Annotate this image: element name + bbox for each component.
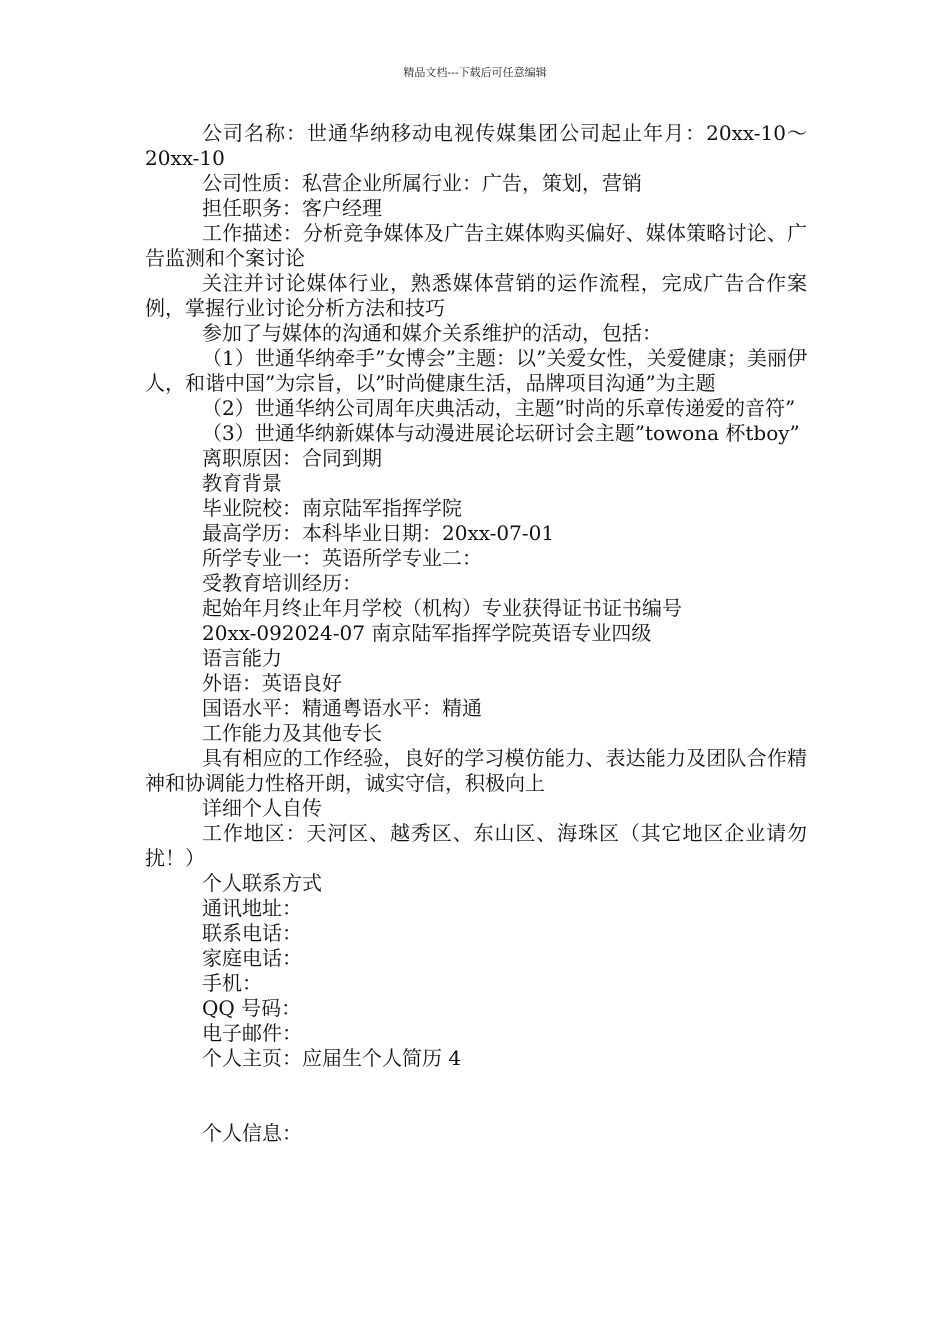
- foreign-language-line: 外语：英语良好: [202, 671, 342, 695]
- home-phone-line: 家庭电话：: [202, 946, 302, 970]
- mobile-line: 手机：: [202, 971, 262, 995]
- company-name-line: 公司名称：世通华纳移动电视传媒集团公司起止年月：20xx-10～20xx-10: [145, 121, 807, 170]
- activity-3-line: （3）世通华纳新媒体与动漫进展论坛研讨会主题”towona 杯tboy”: [202, 421, 800, 445]
- document-body: [145, 121, 807, 1146]
- job-detail-line: 关注并讨论媒体行业，熟悉媒体营销的运作流程，完成广告合作案例，掌握行业讨论分析方法和技巧: [145, 271, 807, 320]
- address-line: 通讯地址：: [202, 896, 302, 920]
- leave-reason-line: 离职原因：合同到期: [202, 446, 382, 470]
- page-header: 精品文档---下载后可任意编辑: [403, 66, 547, 79]
- major-line: 所学专业一：英语所学专业二：: [202, 546, 482, 570]
- job-description-line: 工作描述：分析竞争媒体及广告主媒体购买偏好、媒体策略讨论、广告监测和个案讨论: [145, 221, 807, 270]
- position-line: 担任职务：客户经理: [202, 196, 382, 220]
- work-area-line: 工作地区：天河区、越秀区、东山区、海珠区（其它地区企业请勿扰！）: [145, 821, 807, 870]
- homepage-line: 个人主页：应届生个人简历 4: [202, 1046, 462, 1070]
- autobiography-heading: 详细个人自传: [202, 796, 322, 820]
- activity-2-line: （2）世通华纳公司周年庆典活动，主题”时尚的乐章传递爱的音符”: [202, 396, 796, 420]
- degree-line: 最高学历：本科毕业日期：20xx-07-01: [202, 521, 555, 545]
- blank-space: [145, 1071, 807, 1121]
- contact-heading: 个人联系方式: [202, 871, 322, 895]
- phone-line: 联系电话：: [202, 921, 302, 945]
- training-record-line: 20xx-092024-07 南京陆军指挥学院英语专业四级: [202, 621, 652, 645]
- skills-line: 具有相应的工作经验，良好的学习模仿能力、表达能力及团队合作精神和协调能力性格开朗，诚实守信，积极向上: [145, 746, 807, 795]
- qq-line: QQ 号码：: [202, 996, 302, 1020]
- email-line: 电子邮件：: [202, 1021, 302, 1045]
- company-type-line: 公司性质：私营企业所属行业：广告，策划，营销: [202, 171, 642, 195]
- training-heading: 受教育培训经历：: [202, 571, 362, 595]
- language-heading: 语言能力: [202, 646, 282, 670]
- activity-1-line: （1）世通华纳牵手”女博会”主题：以”关爱女性，关爱健康；美丽伊人，和谐中国”为宗旨，以”时尚健康生活，品牌项目沟通”为主题: [145, 346, 807, 395]
- personal-info-heading: 个人信息：: [202, 1121, 302, 1145]
- activities-intro-line: 参加了与媒体的沟通和媒介关系维护的活动，包括：: [202, 321, 662, 345]
- training-columns-line: 起始年月终止年月学校（机构）专业获得证书证书编号: [202, 596, 682, 620]
- school-line: 毕业院校：南京陆军指挥学院: [202, 496, 462, 520]
- education-heading: 教育背景: [202, 471, 282, 495]
- mandarin-line: 国语水平：精通粤语水平：精通: [202, 696, 482, 720]
- skills-heading: 工作能力及其他专长: [202, 721, 382, 745]
